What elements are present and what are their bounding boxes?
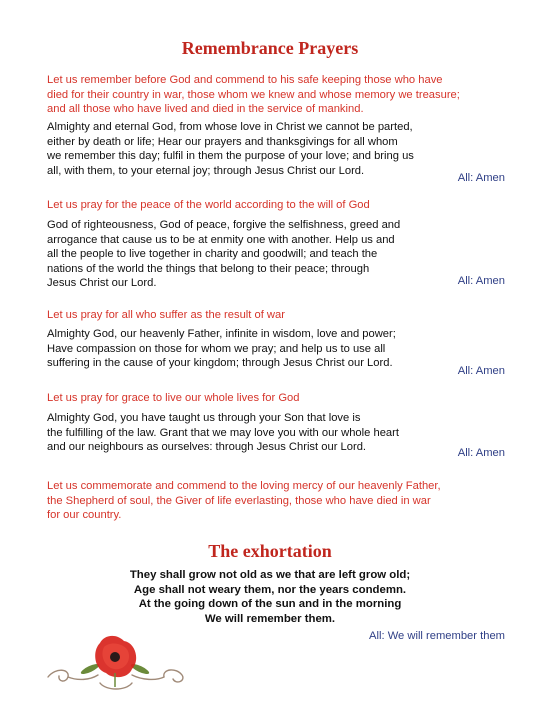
poppy-flourish-icon: [40, 625, 190, 700]
prayer-3-bidding: Let us pray for all who suffer as the result of war: [47, 309, 285, 321]
prayer-2-bidding: Let us pray for the peace of the world according to the will of God: [47, 199, 370, 211]
intro-bidding: Let us remember before God and commend to his safe keeping those who have died for their country in war, those whom we knew and whose memory we treasure; and all those who have lived and died in the service of mankind.: [47, 74, 460, 115]
page-title: Remembrance Prayers: [181, 38, 359, 58]
prayer-3-text: Almighty God, our heavenly Father, infinite in wisdom, love and power; Have compassion on those for whom we pray; and help us to use all suffering in the cause of your kingdom; through Jesus Christ our Lord.: [47, 328, 396, 369]
prayer-1-text: Almighty and eternal God, from whose love in Christ we cannot be parted, either by death or life; Hear our prayers and thanksgivings for all whom we remember this day; fulfil in them the purpose of your love; and bring us all, with them, to your eternal joy; through Jesus Christ our Lord.: [47, 121, 414, 177]
prayer-4-text: Almighty God, you have taught us through your Son that love is the fulfilling of the law. Grant that we may love you with our whole heart and our neighbours as ourselves: through Jesus Christ our Lord.: [47, 412, 399, 453]
prayer-4-bidding: Let us pray for grace to live our whole lives for God: [47, 392, 300, 404]
prayer-2-text: God of righteousness, God of peace, forgive the selfishness, greed and arrogance that cause us to be at enmity one with another. Help us and all the people to live together in charity and goodwill; and teach the nations of the world the things that belong to their peace; through Jesus Christ our Lord.: [47, 219, 401, 289]
prayer-3-response: All: Amen: [457, 365, 505, 377]
commemoration-text: Let us commemorate and commend to the loving mercy of our heavenly Father, the Shepherd of soul, the Giver of life everlasting, those who have died in war for our country.: [47, 480, 441, 521]
exhortation-response: All: We will remember them: [369, 630, 505, 642]
prayer-2-response: All: Amen: [457, 275, 505, 287]
prayer-1-response: All: Amen: [457, 172, 505, 184]
exhortation-title: The exhortation: [208, 541, 332, 561]
exhortation-verse: They shall grow not old as we that are left grow old; Age shall not weary them, nor the years condemn. At the going down of the sun and in the morning We will remember them.: [129, 569, 411, 625]
prayer-4-response: All: Amen: [457, 447, 505, 459]
